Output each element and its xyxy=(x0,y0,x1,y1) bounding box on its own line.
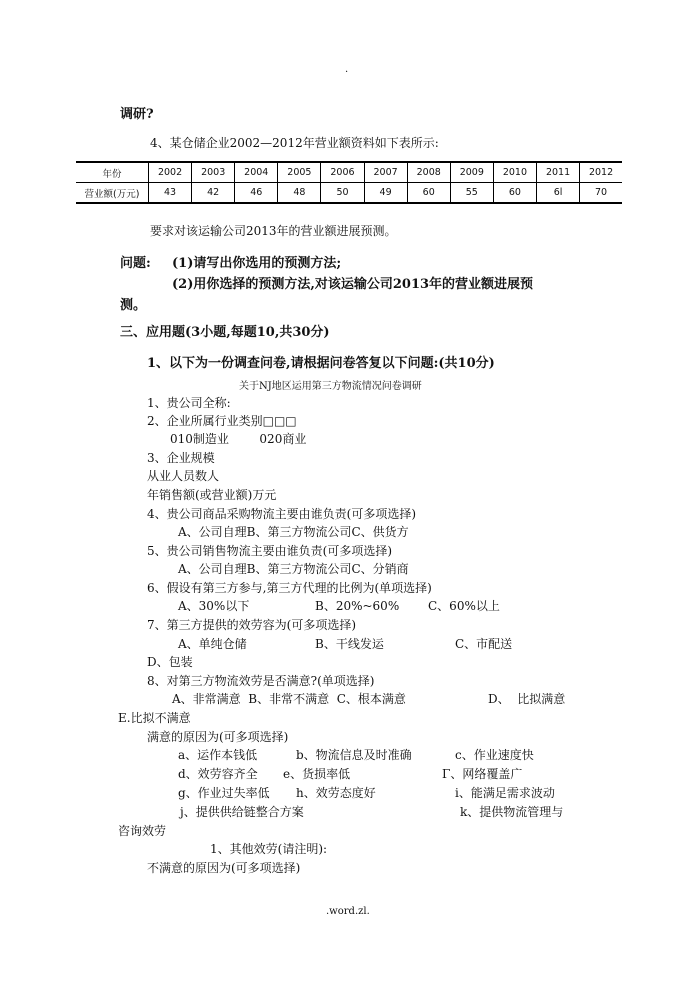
survey-option: h、效劳态度好 xyxy=(296,786,376,800)
question-4-intro: 4、某仓储企业2002—2012年营业额资料如下表所示: xyxy=(150,136,439,150)
year-cell: 2006 xyxy=(321,162,364,183)
survey-option: C、市配送 xyxy=(455,637,513,651)
survey-option: e、货损率低 xyxy=(283,767,351,781)
year-cell: 2005 xyxy=(278,162,321,183)
survey-line: 年销售额(或营业额)万元 xyxy=(147,488,277,502)
survey-option: B、干线发运 xyxy=(315,637,384,651)
question-2-line1: (2)用你选择的预测方法,对该运输公司2013年的营业额进展预 xyxy=(172,277,534,292)
revenue-cell: 6l xyxy=(536,183,579,204)
requirement-text: 要求对该运输公司2013年的营业额进展预测。 xyxy=(150,224,397,238)
survey-option: 1、其他效劳(请注明): xyxy=(210,842,328,856)
revenue-cell: 46 xyxy=(235,183,278,204)
survey-option: j、提供供给链整合方案 xyxy=(180,805,304,819)
survey-option: C、60%以上 xyxy=(428,599,500,613)
table-row-years xyxy=(76,162,622,183)
survey-option: A、30%以下 xyxy=(178,599,250,613)
survey-option: Γ、网络覆盖广 xyxy=(442,767,523,781)
survey-option: b、物流信息及时准确 xyxy=(296,748,412,762)
table-row-revenue xyxy=(76,183,622,204)
survey-line: 7、第三方提供的效劳容为(可多项选择) xyxy=(147,618,356,632)
year-cell: 2004 xyxy=(235,162,278,183)
section-3-heading: 三、应用题(3小题,每题10,共30分) xyxy=(120,325,330,340)
survey-line: 不满意的原因为(可多项选择) xyxy=(147,861,301,875)
question-label: 问题: xyxy=(120,256,151,271)
survey-line: A、公司自理B、第三方物流公司C、分销商 xyxy=(178,562,409,576)
survey-line: 6、假设有第三方参与,第三方代理的比例为(单项选择) xyxy=(147,581,432,595)
year-cell: 2007 xyxy=(364,162,407,183)
survey-option: a、运作本钱低 xyxy=(178,748,258,762)
year-cell: 2010 xyxy=(493,162,536,183)
revenue-table xyxy=(76,161,622,204)
survey-option: g、作业过失率低 xyxy=(178,786,270,800)
survey-line: 从业人员数人 xyxy=(147,469,220,483)
year-cell: 2011 xyxy=(536,162,579,183)
question-2-line2: 测。 xyxy=(120,298,147,313)
survey-title: 关于NJ地区运用第三方物流情况问卷调研 xyxy=(239,381,422,392)
survey-option: c、作业速度快 xyxy=(455,748,534,762)
year-cell: 2002 xyxy=(149,162,192,183)
revenue-cell: 42 xyxy=(192,183,235,204)
survey-option: B、20%~60% xyxy=(315,599,400,613)
page-footer: .word.zl. xyxy=(326,906,370,917)
revenue-cell: 48 xyxy=(278,183,321,204)
survey-line: 4、贵公司商品采购物流主要由谁负责(可多项选择) xyxy=(147,507,416,521)
survey-line: 满意的原因为(可多项选择) xyxy=(147,730,289,744)
survey-line: 3、企业规模 xyxy=(147,451,215,465)
survey-line: 5、贵公司销售物流主要由谁负责(可多项选择) xyxy=(147,544,392,558)
year-cell: 2008 xyxy=(407,162,450,183)
survey-option: i、能满足需求波动 xyxy=(455,786,555,800)
header-dot: . xyxy=(345,64,349,75)
revenue-cell: 60 xyxy=(407,183,450,204)
table-header-revenue: 营业额(万元) xyxy=(76,183,149,204)
year-cell: 2009 xyxy=(450,162,493,183)
survey-option: k、提供物流管理与 xyxy=(460,805,564,819)
question-1: (1)请写出你选用的预测方法; xyxy=(172,256,342,271)
survey-option: d、效劳容齐全 xyxy=(178,767,258,781)
revenue-cell: 49 xyxy=(364,183,407,204)
revenue-cell: 55 xyxy=(450,183,493,204)
survey-line: 8、对第三方物流效劳是否满意?(单项选择) xyxy=(147,674,375,688)
revenue-cell: 50 xyxy=(321,183,364,204)
survey-option: D、 比拟满意 xyxy=(488,692,566,706)
survey-option: A、非常满意 B、非常不满意 C、根本满意 xyxy=(172,692,406,706)
survey-option: E.比拟不满意 xyxy=(118,711,191,725)
revenue-cell: 70 xyxy=(580,183,622,204)
survey-line: 010制造业 020商业 xyxy=(170,432,307,446)
table-header-year: 年份 xyxy=(76,162,149,183)
survey-option: D、包装 xyxy=(147,655,193,669)
revenue-cell: 43 xyxy=(149,183,192,204)
survey-line: A、公司自理B、第三方物流公司C、供货方 xyxy=(178,525,409,539)
survey-option: A、单纯仓储 xyxy=(178,637,247,651)
survey-line: 2、企业所属行业类别□□□ xyxy=(147,414,297,428)
survey-line: 1、贵公司全称: xyxy=(147,396,231,410)
year-cell: 2003 xyxy=(192,162,235,183)
revenue-cell: 60 xyxy=(493,183,536,204)
survey-option: 咨询效劳 xyxy=(118,824,167,838)
text-line: 调研? xyxy=(120,107,154,122)
year-cell: 2012 xyxy=(580,162,622,183)
application-question-1: 1、以下为一份调查问卷,请根据问卷答复以下问题:(共10分) xyxy=(147,356,495,371)
